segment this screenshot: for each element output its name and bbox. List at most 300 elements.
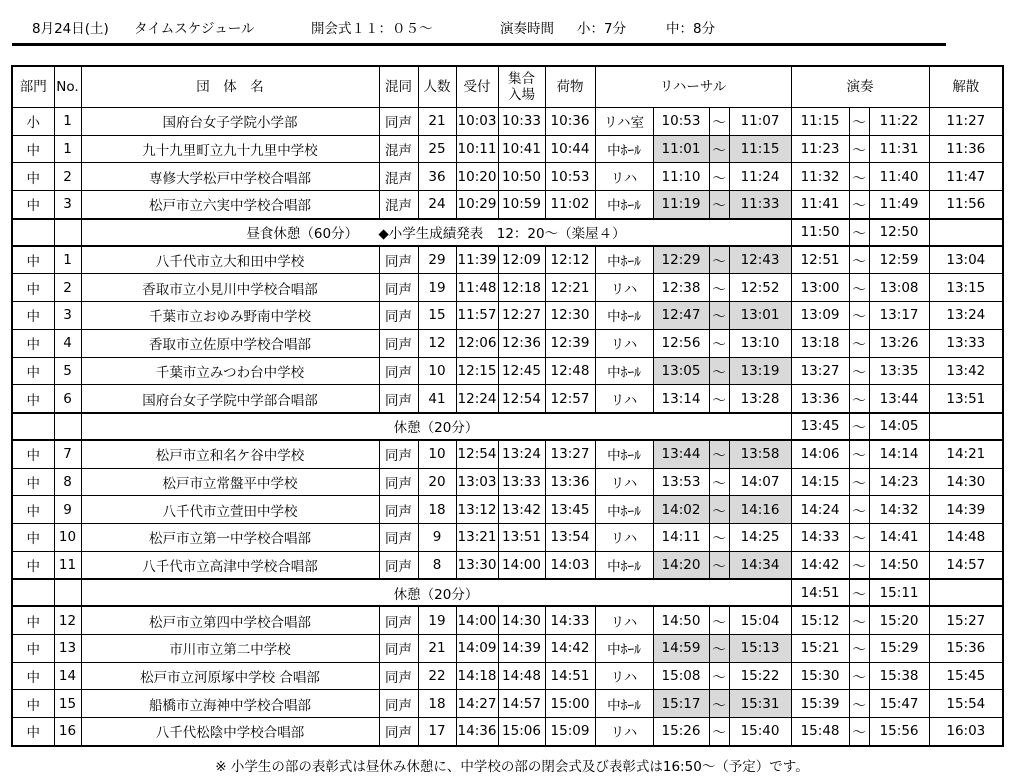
footnote: ※ 小学生の部の表彰式は昼休み休憩に、中学校の部の閉会式及び表彰式は16:50～（予定）です。	[215, 759, 809, 775]
performance-end: 11:22	[869, 108, 929, 136]
no-cell: 2	[54, 163, 81, 191]
rehearsal-place: 中ﾎｰﾙ	[595, 357, 653, 385]
break-description: 休憩（20分）	[81, 413, 791, 440]
rehearsal-tilde: ～	[709, 523, 729, 551]
rehearsal-place: 中ﾎｰﾙ	[595, 191, 653, 219]
rehearsal-end: 15:13	[729, 635, 791, 663]
reception-time: 14:09	[456, 635, 498, 663]
table-row	[12, 523, 1003, 551]
rehearsal-start: 11:19	[653, 191, 709, 219]
dept-cell: 中	[12, 246, 54, 274]
break-row	[12, 579, 1003, 606]
group-name: 市川市立第二中学校	[81, 635, 379, 663]
dismiss-time: 11:56	[929, 191, 1003, 219]
rehearsal-tilde: ～	[709, 496, 729, 524]
rehearsal-tilde: ～	[709, 246, 729, 274]
dept-cell: 中	[12, 496, 54, 524]
no-cell: 7	[54, 440, 81, 468]
performance-end: 13:35	[869, 357, 929, 385]
performance-start: 13:18	[791, 329, 849, 357]
gather-time: 12:54	[498, 385, 545, 413]
performance-tilde: ～	[849, 135, 869, 163]
rehearsal-start: 15:08	[653, 662, 709, 690]
luggage-time: 10:36	[545, 108, 595, 136]
rehearsal-place: 中ﾎｰﾙ	[595, 135, 653, 163]
rehearsal-tilde: ～	[709, 718, 729, 746]
rehearsal-start: 15:17	[653, 690, 709, 718]
table-row	[12, 551, 1003, 579]
rehearsal-tilde: ～	[709, 357, 729, 385]
luggage-time: 10:53	[545, 163, 595, 191]
no-cell: 14	[54, 662, 81, 690]
performance-start: 11:15	[791, 108, 849, 136]
group-name: 松戸市立常盤平中学校	[81, 468, 379, 496]
rehearsal-tilde: ～	[709, 329, 729, 357]
no-cell: 1	[54, 108, 81, 136]
table-row	[12, 635, 1003, 663]
col-header-reception: 受付	[456, 66, 498, 108]
dismiss-time: 13:33	[929, 329, 1003, 357]
reception-time: 13:03	[456, 468, 498, 496]
rehearsal-end: 13:10	[729, 329, 791, 357]
performance-end: 11:40	[869, 163, 929, 191]
no-cell: 16	[54, 718, 81, 746]
performance-tilde: ～	[849, 523, 869, 551]
rehearsal-end: 14:34	[729, 551, 791, 579]
gather-time: 14:39	[498, 635, 545, 663]
rehearsal-place: リハ室	[595, 108, 653, 136]
table-row	[12, 496, 1003, 524]
reception-time: 11:57	[456, 302, 498, 330]
reception-time: 10:29	[456, 191, 498, 219]
table-row	[12, 468, 1003, 496]
table-row	[12, 302, 1003, 330]
dept-cell: 中	[12, 606, 54, 634]
rehearsal-end: 11:15	[729, 135, 791, 163]
table-row	[12, 274, 1003, 302]
performance-start: 14:06	[791, 440, 849, 468]
opening-ceremony-time: 開会式１１：０５～	[311, 21, 433, 37]
performance-end: 15:38	[869, 662, 929, 690]
gather-time: 12:36	[498, 329, 545, 357]
dept-cell: 中	[12, 523, 54, 551]
dismiss-time: 13:51	[929, 385, 1003, 413]
break-no-cell	[54, 219, 81, 246]
performance-end: 14:14	[869, 440, 929, 468]
count-cell: 41	[418, 385, 456, 413]
performance-start: 14:24	[791, 496, 849, 524]
performance-end: 15:47	[869, 690, 929, 718]
col-header-mix: 混同	[379, 66, 418, 108]
dismiss-time: 14:48	[929, 523, 1003, 551]
performance-tilde: ～	[849, 163, 869, 191]
gather-time: 13:24	[498, 440, 545, 468]
group-name: 八千代市立大和田中学校	[81, 246, 379, 274]
col-header-rehearsal: リハーサル	[595, 66, 791, 108]
no-cell: 8	[54, 468, 81, 496]
luggage-time: 12:57	[545, 385, 595, 413]
rehearsal-start: 14:11	[653, 523, 709, 551]
reception-time: 14:36	[456, 718, 498, 746]
reception-time: 12:24	[456, 385, 498, 413]
performance-end: 12:59	[869, 246, 929, 274]
rehearsal-place: 中ﾎｰﾙ	[595, 440, 653, 468]
rehearsal-end: 15:22	[729, 662, 791, 690]
table-row	[12, 662, 1003, 690]
group-name: 国府台女子学院中学部合唱部	[81, 385, 379, 413]
rehearsal-place: リハ	[595, 606, 653, 634]
count-cell: 19	[418, 274, 456, 302]
reception-time: 10:20	[456, 163, 498, 191]
count-cell: 10	[418, 357, 456, 385]
performance-tilde: ～	[849, 191, 869, 219]
rehearsal-tilde: ～	[709, 690, 729, 718]
group-name: 松戸市立第四中学校合唱部	[81, 606, 379, 634]
performance-end: 14:23	[869, 468, 929, 496]
performance-end: 14:32	[869, 496, 929, 524]
rehearsal-tilde: ～	[709, 274, 729, 302]
middle-performance-time: 中：8分	[666, 21, 716, 37]
reception-time: 13:12	[456, 496, 498, 524]
rehearsal-place: リハ	[595, 163, 653, 191]
count-cell: 10	[418, 440, 456, 468]
dismiss-time: 15:27	[929, 606, 1003, 634]
reception-time: 12:54	[456, 440, 498, 468]
mix-cell: 同声	[379, 357, 418, 385]
dept-cell: 中	[12, 357, 54, 385]
reception-time: 14:18	[456, 662, 498, 690]
dismiss-time: 15:54	[929, 690, 1003, 718]
mix-cell: 混声	[379, 191, 418, 219]
break-start-time: 14:51	[791, 579, 849, 606]
performance-start: 14:33	[791, 523, 849, 551]
rehearsal-start: 13:05	[653, 357, 709, 385]
luggage-time: 14:51	[545, 662, 595, 690]
rehearsal-start: 14:20	[653, 551, 709, 579]
table-row	[12, 329, 1003, 357]
break-description: 休憩（20分）	[81, 579, 791, 606]
gather-time: 13:33	[498, 468, 545, 496]
mix-cell: 同声	[379, 274, 418, 302]
dismiss-time: 13:42	[929, 357, 1003, 385]
count-cell: 21	[418, 108, 456, 136]
dismiss-time: 11:47	[929, 163, 1003, 191]
rehearsal-place: リハ	[595, 468, 653, 496]
group-name: 九十九里町立九十九里中学校	[81, 135, 379, 163]
dept-cell: 中	[12, 135, 54, 163]
luggage-time: 12:39	[545, 329, 595, 357]
performance-tilde: ～	[849, 606, 869, 634]
performance-tilde: ～	[849, 690, 869, 718]
rehearsal-place: リハ	[595, 385, 653, 413]
performance-tilde: ～	[849, 246, 869, 274]
break-description: 昼食休憩（60分） ◆小学生成績発表 12：20～（楽屋４）	[81, 219, 791, 246]
performance-start: 15:30	[791, 662, 849, 690]
col-header-dept: 部門	[12, 66, 54, 108]
no-cell: 11	[54, 551, 81, 579]
rehearsal-tilde: ～	[709, 302, 729, 330]
col-header-gather	[498, 66, 545, 108]
performance-tilde: ～	[849, 440, 869, 468]
rehearsal-end: 12:43	[729, 246, 791, 274]
reception-time: 11:48	[456, 274, 498, 302]
count-cell: 22	[418, 662, 456, 690]
luggage-time: 14:42	[545, 635, 595, 663]
rehearsal-place: リハ	[595, 329, 653, 357]
performance-start: 13:00	[791, 274, 849, 302]
reception-time: 13:30	[456, 551, 498, 579]
performance-start: 14:42	[791, 551, 849, 579]
no-cell: 6	[54, 385, 81, 413]
performance-start: 12:51	[791, 246, 849, 274]
rehearsal-start: 13:53	[653, 468, 709, 496]
no-cell: 2	[54, 274, 81, 302]
performance-start: 11:32	[791, 163, 849, 191]
reception-time: 10:11	[456, 135, 498, 163]
group-name: 香取市立佐原中学校合唱部	[81, 329, 379, 357]
table-row	[12, 690, 1003, 718]
col-header-dismiss: 解散	[929, 66, 1003, 108]
rehearsal-start: 12:47	[653, 302, 709, 330]
col-header-count: 人数	[418, 66, 456, 108]
performance-start: 15:21	[791, 635, 849, 663]
mix-cell: 同声	[379, 551, 418, 579]
break-row	[12, 219, 1003, 246]
performance-start: 13:27	[791, 357, 849, 385]
rehearsal-end: 11:07	[729, 108, 791, 136]
break-dept-cell	[12, 579, 54, 606]
no-cell: 12	[54, 606, 81, 634]
group-name: 専修大学松戸中学校合唱部	[81, 163, 379, 191]
performance-end: 13:26	[869, 329, 929, 357]
performance-tilde: ～	[849, 274, 869, 302]
mix-cell: 同声	[379, 690, 418, 718]
no-cell: 13	[54, 635, 81, 663]
break-end-time: 15:11	[869, 579, 929, 606]
performance-end: 15:20	[869, 606, 929, 634]
count-cell: 36	[418, 163, 456, 191]
rehearsal-place: 中ﾎｰﾙ	[595, 496, 653, 524]
no-cell: 4	[54, 329, 81, 357]
dismiss-time: 15:45	[929, 662, 1003, 690]
performance-tilde: ～	[849, 302, 869, 330]
group-name: 千葉市立みつわ台中学校	[81, 357, 379, 385]
rehearsal-tilde: ～	[709, 108, 729, 136]
break-dismiss-cell	[929, 579, 1003, 606]
gather-time: 14:30	[498, 606, 545, 634]
count-cell: 18	[418, 496, 456, 524]
rehearsal-place: リハ	[595, 662, 653, 690]
rehearsal-tilde: ～	[709, 606, 729, 634]
mix-cell: 混声	[379, 163, 418, 191]
rehearsal-end: 13:28	[729, 385, 791, 413]
break-end-time: 14:05	[869, 413, 929, 440]
mix-cell: 同声	[379, 718, 418, 746]
performance-end: 13:17	[869, 302, 929, 330]
performance-tilde: ～	[849, 385, 869, 413]
dept-cell: 中	[12, 302, 54, 330]
performance-tilde: ～	[849, 662, 869, 690]
table-row	[12, 718, 1003, 746]
rehearsal-place: 中ﾎｰﾙ	[595, 690, 653, 718]
dept-cell: 中	[12, 468, 54, 496]
group-name: 八千代市立高津中学校合唱部	[81, 551, 379, 579]
mix-cell: 同声	[379, 108, 418, 136]
col-header-name: 団 体 名	[81, 66, 379, 108]
performance-tilde: ～	[849, 551, 869, 579]
gather-time: 10:33	[498, 108, 545, 136]
performance-start: 15:48	[791, 718, 849, 746]
rehearsal-place: 中ﾎｰﾙ	[595, 551, 653, 579]
no-cell: 1	[54, 135, 81, 163]
performance-tilde: ～	[849, 635, 869, 663]
dept-cell: 中	[12, 440, 54, 468]
rehearsal-end: 14:16	[729, 496, 791, 524]
rehearsal-start: 11:01	[653, 135, 709, 163]
dismiss-time: 16:03	[929, 718, 1003, 746]
table-row	[12, 440, 1003, 468]
rehearsal-tilde: ～	[709, 468, 729, 496]
col-header-performance: 演奏	[791, 66, 929, 108]
gather-time: 10:41	[498, 135, 545, 163]
rehearsal-end: 15:40	[729, 718, 791, 746]
rehearsal-end: 13:01	[729, 302, 791, 330]
rehearsal-start: 15:26	[653, 718, 709, 746]
rehearsal-start: 12:29	[653, 246, 709, 274]
break-dept-cell	[12, 219, 54, 246]
luggage-time: 14:33	[545, 606, 595, 634]
rehearsal-end: 11:24	[729, 163, 791, 191]
gather-time: 10:50	[498, 163, 545, 191]
performance-tilde: ～	[849, 468, 869, 496]
reception-time: 14:27	[456, 690, 498, 718]
group-name: 松戸市立河原塚中学校 合唱部	[81, 662, 379, 690]
rehearsal-end: 11:33	[729, 191, 791, 219]
count-cell: 29	[418, 246, 456, 274]
luggage-time: 15:09	[545, 718, 595, 746]
dept-cell: 中	[12, 329, 54, 357]
dept-cell: 中	[12, 163, 54, 191]
no-cell: 3	[54, 191, 81, 219]
luggage-time: 12:21	[545, 274, 595, 302]
group-name: 松戸市立第一中学校合唱部	[81, 523, 379, 551]
no-cell: 5	[54, 357, 81, 385]
rehearsal-place: リハ	[595, 274, 653, 302]
gather-time: 13:51	[498, 523, 545, 551]
performance-end: 13:44	[869, 385, 929, 413]
reception-time: 12:15	[456, 357, 498, 385]
mix-cell: 同声	[379, 302, 418, 330]
mix-cell: 混声	[379, 135, 418, 163]
break-tilde: ～	[849, 219, 869, 246]
col-header-no: No.	[54, 66, 81, 108]
dept-cell: 小	[12, 108, 54, 136]
table-row	[12, 357, 1003, 385]
gather-time: 12:09	[498, 246, 545, 274]
rehearsal-place: 中ﾎｰﾙ	[595, 635, 653, 663]
dept-cell: 中	[12, 191, 54, 219]
page-header	[0, 0, 1024, 50]
rehearsal-start: 12:56	[653, 329, 709, 357]
rehearsal-tilde: ～	[709, 385, 729, 413]
rehearsal-end: 12:52	[729, 274, 791, 302]
mix-cell: 同声	[379, 468, 418, 496]
performance-start: 14:15	[791, 468, 849, 496]
rehearsal-start: 14:50	[653, 606, 709, 634]
group-name: 香取市立小見川中学校合唱部	[81, 274, 379, 302]
no-cell: 3	[54, 302, 81, 330]
group-name: 松戸市立和名ケ谷中学校	[81, 440, 379, 468]
rehearsal-place: 中ﾎｰﾙ	[595, 246, 653, 274]
rehearsal-tilde: ～	[709, 135, 729, 163]
dismiss-time: 14:57	[929, 551, 1003, 579]
mix-cell: 同声	[379, 329, 418, 357]
performance-time-label: 演奏時間	[500, 21, 554, 37]
rehearsal-start: 11:10	[653, 163, 709, 191]
rehearsal-end: 15:31	[729, 690, 791, 718]
reception-time: 14:00	[456, 606, 498, 634]
schedule-title: タイムスケジュール	[134, 21, 255, 37]
luggage-time: 13:27	[545, 440, 595, 468]
count-cell: 15	[418, 302, 456, 330]
event-date: 8月24日(土)	[32, 21, 109, 37]
dept-cell: 中	[12, 662, 54, 690]
rehearsal-place: リハ	[595, 718, 653, 746]
performance-start: 15:12	[791, 606, 849, 634]
dept-cell: 中	[12, 690, 54, 718]
table-row	[12, 606, 1003, 634]
performance-start: 13:09	[791, 302, 849, 330]
dismiss-time: 13:24	[929, 302, 1003, 330]
count-cell: 20	[418, 468, 456, 496]
rehearsal-end: 13:19	[729, 357, 791, 385]
dismiss-time: 14:30	[929, 468, 1003, 496]
count-cell: 25	[418, 135, 456, 163]
no-cell: 9	[54, 496, 81, 524]
rehearsal-end: 15:04	[729, 606, 791, 634]
count-cell: 17	[418, 718, 456, 746]
performance-end: 11:31	[869, 135, 929, 163]
dept-cell: 中	[12, 635, 54, 663]
rehearsal-tilde: ～	[709, 163, 729, 191]
rehearsal-tilde: ～	[709, 440, 729, 468]
luggage-time: 10:44	[545, 135, 595, 163]
mix-cell: 同声	[379, 662, 418, 690]
performance-start: 15:39	[791, 690, 849, 718]
dismiss-time: 13:15	[929, 274, 1003, 302]
table-row	[12, 246, 1003, 274]
reception-time: 12:06	[456, 329, 498, 357]
table-row	[12, 135, 1003, 163]
break-row	[12, 413, 1003, 440]
header-underline	[12, 43, 946, 46]
mix-cell: 同声	[379, 496, 418, 524]
rehearsal-tilde: ～	[709, 635, 729, 663]
reception-time: 11:39	[456, 246, 498, 274]
luggage-time: 13:45	[545, 496, 595, 524]
performance-tilde: ～	[849, 357, 869, 385]
dept-cell: 中	[12, 385, 54, 413]
mix-cell: 同声	[379, 606, 418, 634]
group-name: 船橋市立海神中学校合唱部	[81, 690, 379, 718]
rehearsal-end: 14:25	[729, 523, 791, 551]
gather-time: 14:48	[498, 662, 545, 690]
dismiss-time: 14:39	[929, 496, 1003, 524]
rehearsal-start: 10:53	[653, 108, 709, 136]
rehearsal-end: 13:58	[729, 440, 791, 468]
rehearsal-start: 13:44	[653, 440, 709, 468]
luggage-time: 12:30	[545, 302, 595, 330]
